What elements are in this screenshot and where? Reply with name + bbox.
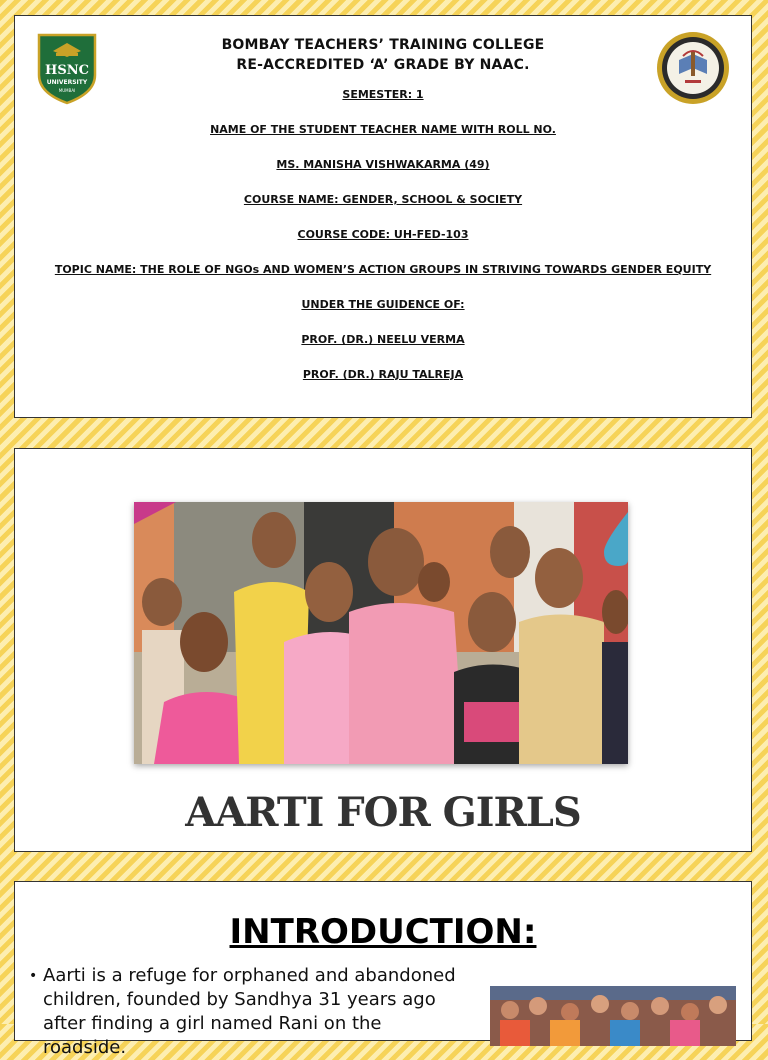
student-name-label: NAME OF THE STUDENT TEACHER NAME WITH ROLL NO. [210,123,556,136]
crowd-photo [490,986,736,1046]
topic-name: TOPIC NAME: THE ROLE OF NGOs AND WOMEN’S ACTION GROUPS IN STRIVING TOWARDS GENDER EQUITY [54,263,712,276]
college-name: BOMBAY TEACHERS’ TRAINING COLLEGE [221,37,545,53]
introduction-bullet [29,964,469,1060]
introduction-text: Aarti is a refuge for orphaned and abandoned children, founded by Sandhya 31 years ago after finding a girl named Rani on the roadside. [43,965,456,1058]
bullet-icon: • [29,968,38,984]
accreditation-line: RE-ACCREDITED ‘A’ GRADE BY NAAC. [236,57,530,73]
course-name: COURSE NAME: GENDER, SCHOOL & SOCIETY [243,193,523,206]
logo-text-city: MUMBAI [58,88,76,93]
logo-text-sub: UNIVERSITY [46,79,88,86]
course-code: COURSE CODE: UH-FED-103 [297,228,469,241]
introduction-slide [14,881,752,1058]
guidance-label: UNDER THE GUIDENCE OF: [301,298,465,311]
introduction-heading: INTRODUCTION: [229,912,537,952]
guide-2: PROF. (DR.) RAJU TALREJA [302,368,464,381]
logo-text-main: HSNC [45,63,89,78]
slide-title: AARTI FOR GIRLS [185,789,581,836]
girls-group-photo [134,502,628,764]
student-name: MS. MANISHA VISHWAKARMA (49) [276,158,490,171]
guide-1: PROF. (DR.) NEELU VERMA [301,333,465,346]
semester-line: SEMESTER: 1 [342,88,424,101]
aarti-slide [14,448,752,852]
title-slide [14,15,752,418]
